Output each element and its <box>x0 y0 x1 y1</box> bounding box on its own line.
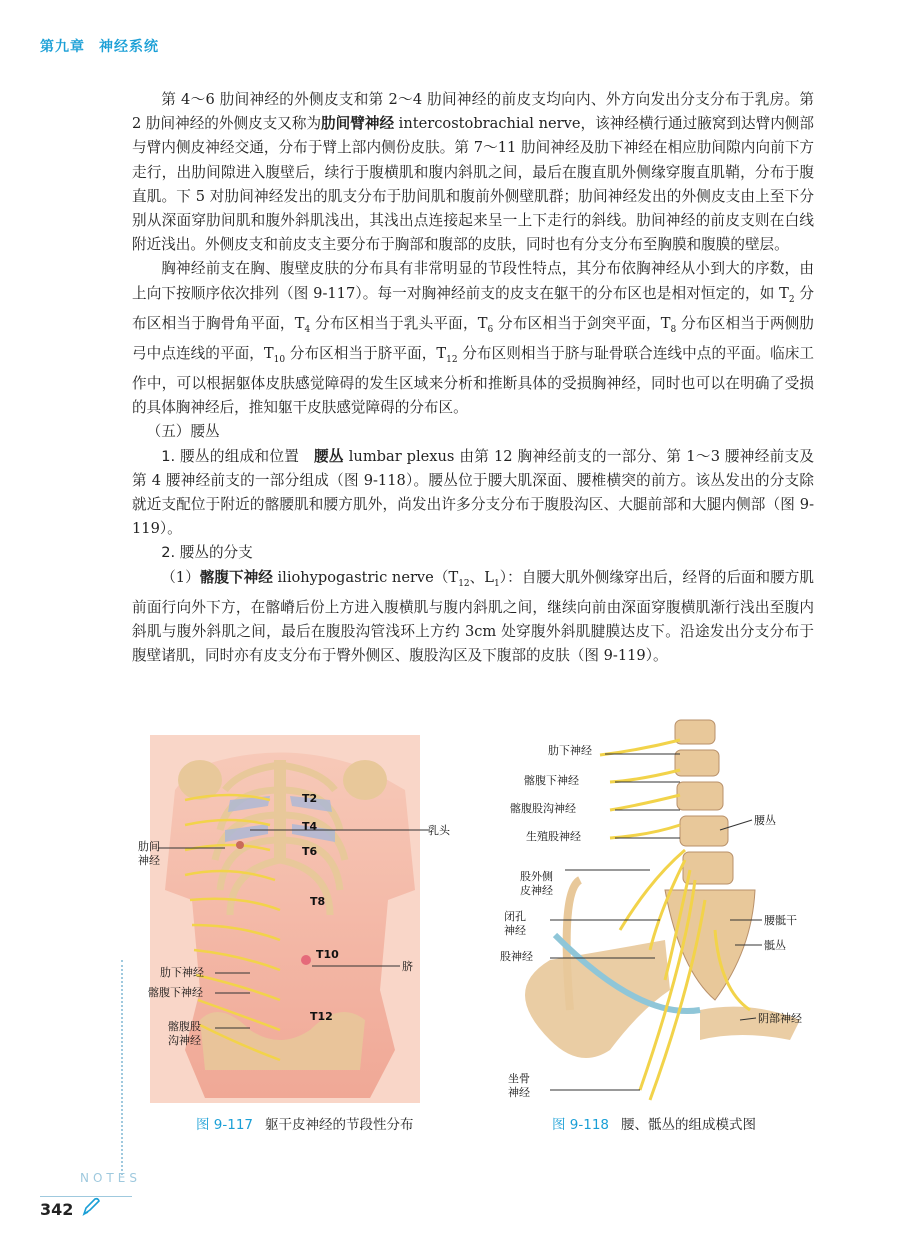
label-subcostal-118: 肋下神经 <box>548 744 592 757</box>
label-ilioinguinal-2: 沟神经 <box>168 1034 201 1047</box>
paragraph-4: （1）髂腹下神经 iliohypogastric $nerve(T_{12}$、$L_1$）：自腰大肌外侧缘穿出后，经肾的后面和腰方肌前面行向外下方，在髂嵴后份上方进入腹横肌与腹内斜肌之间，继续向前由深面穿腹横肌渐行浅出至腹内斜肌与腹外斜肌之间，最后在腹股沟管浅环上方约 3cm 处穿腹外斜肌腱膜达皮下。沿途发出分支分布于腹壁诸肌，同时亦有皮支分布于臀外侧区、腹股沟区及下腹部的皮肤（图 9-119）。 <box>132 568 814 665</box>
label-intercostal-2: 神经 <box>138 854 160 867</box>
term-lumbar-plexus: 腰丛 <box>314 447 344 465</box>
figure-9-117-caption <box>196 1113 414 1133</box>
chapter-number: 第九章 <box>40 39 85 55</box>
label-navel: 脐 <box>402 960 413 973</box>
running-header <box>40 36 159 56</box>
term-iliohypogastric: 髂腹下神经 <box>199 568 273 586</box>
pencil-icon <box>80 1196 102 1218</box>
figure-9-117-labels <box>130 730 450 1105</box>
notes-label: NOTES <box>80 1171 141 1185</box>
paragraph-3: 1. 腰丛的组成和位置 腰丛 lumbar plexus 由第 12 胸神经前支的一部分、第 1～3 腰神经前支及第 4 腰神经前支的一部分组成（图 9-118）。腰丛位于腰大肌深面、腰椎横突的前方。该丛发出的分支除就近支配位于附近的髂腰肌和腰方肌外，尚发出许多分支分布于腹股沟区、大腿前部和大腿内侧部（图 9-119）。 <box>132 447 814 538</box>
paragraph-1: 第 4～6 肋间神经的外侧皮支和第 2～4 肋间神经的前皮支均向内、外方向发出分支分布于乳房。第 2 肋间神经的外侧皮支又称为肋间臂神经 intercostobrachial nerve，该神经横行通过腋窝到达臂内侧部与臂内侧皮神经交通，分布于臂上部内侧份皮肤。第 7～11 肋间神经及肋下神经在相应肋间隙内向前下方走行，出肋间隙进入腹壁后，续行于腹横肌和腹内斜肌之间，最后在腹直肌外侧缘穿腹直肌鞘，分布于腹直肌。下 5 对肋间神经发出的肌支分布于肋间肌和腹前外侧壁肌群；肋间神经发出的外侧皮支由上至下分别从深面穿肋间肌和腹外斜肌浅出，其浅出点连接起来呈一上下走行的斜线。肋间神经的前皮支则在白线附近浅出。外侧皮支和前皮支主要分布于胸部和腹部的皮肤，同时也有分支分布至胸膜和腹膜的壁层。 <box>132 91 814 254</box>
label-sciatic: 坐骨 <box>508 1072 530 1085</box>
label-lumbar-plexus: 腰丛 <box>754 814 776 827</box>
subheading-branches: 2. 腰丛的分支 <box>161 544 253 562</box>
label-obturator-2: 神经 <box>504 924 526 937</box>
label-lateral-femoral-cutaneous: 股外侧 <box>520 870 553 883</box>
body-text <box>132 88 814 668</box>
label-femoral: 股神经 <box>500 950 533 963</box>
label-t4: T4 <box>302 820 318 833</box>
figure-9-118-lumbosacral-plexus <box>490 710 830 1110</box>
label-t2: T2 <box>302 792 318 805</box>
label-lumbosacral-trunk: 腰骶干 <box>764 914 797 927</box>
label-subcostal: 肋下神经 <box>160 966 204 979</box>
caption-text-118: 腰、骶丛的组成模式图 <box>621 1117 757 1133</box>
margin-dotted-line <box>121 960 123 1175</box>
label-intercostal: 肋间 <box>138 840 160 853</box>
label-nipple: 乳头 <box>428 824 450 837</box>
label-sciatic-2: 神经 <box>508 1086 530 1099</box>
label-pudendal: 阴部神经 <box>758 1012 802 1025</box>
label-ilioinguinal: 髂腹股 <box>168 1020 201 1033</box>
label-t6: T6 <box>302 845 318 858</box>
figure-118-labels <box>500 743 802 1099</box>
figure-9-118-caption <box>552 1113 756 1133</box>
label-t10: T10 <box>316 948 339 961</box>
label-t12: T12 <box>310 1010 333 1023</box>
label-obturator: 闭孔 <box>504 910 526 923</box>
chapter-title: 神经系统 <box>99 39 159 55</box>
label-iliohypogastric-118: 髂腹下神经 <box>524 774 579 787</box>
term-intercostobrachial: 肋间臂神经 <box>321 115 395 133</box>
label-lateral-femoral-cutaneous-2: 皮神经 <box>520 884 553 897</box>
caption-number-118: 图 9-118 <box>552 1117 610 1133</box>
page-number: 342 <box>40 1200 74 1219</box>
caption-number: 图 9-117 <box>196 1117 254 1133</box>
subheading-composition: 1. 腰丛的组成和位置 <box>161 447 300 465</box>
paragraph-2: 胸神经前支在胸、腹壁皮肤的分布具有非常明显的节段性特点，其分布依胸神经从小到大的序数，由上向下按顺序依次排列（图 9-117）。每一对胸神经前支的皮支在躯干的分布区也是相对恒定的，如 $T_2$ 分布区相当于胸骨角平面，$T_4$ 分布区相当于乳头平面，$T_6$ 分布区相当于剑突平面，$T_8$ 分布区相当于两侧肋弓中点连线的平面，$T_{10}$ 分布区相当于脐平面，$T_{12}$ 分布区则相当于脐与耻骨联合连线中点的平面。临床工作中，可以根据躯体皮肤感觉障碍的发生区域来分析和推断具体的受损胸神经，同时也可以在明确了受损的具体胸神经后，推知躯干皮肤感觉障碍的分布区。 <box>132 260 815 417</box>
label-sacral-plexus: 骶丛 <box>764 939 786 952</box>
caption-text: 躯干皮神经的节段性分布 <box>265 1117 414 1133</box>
label-t8: T8 <box>310 895 326 908</box>
section-heading-lumbar-plexus: （五）腰丛 <box>146 423 220 441</box>
label-iliohypogastric: 髂腹下神经 <box>148 986 203 999</box>
label-ilioinguinal-118: 髂腹股沟神经 <box>510 802 576 815</box>
label-genitofemoral: 生殖股神经 <box>526 830 581 843</box>
